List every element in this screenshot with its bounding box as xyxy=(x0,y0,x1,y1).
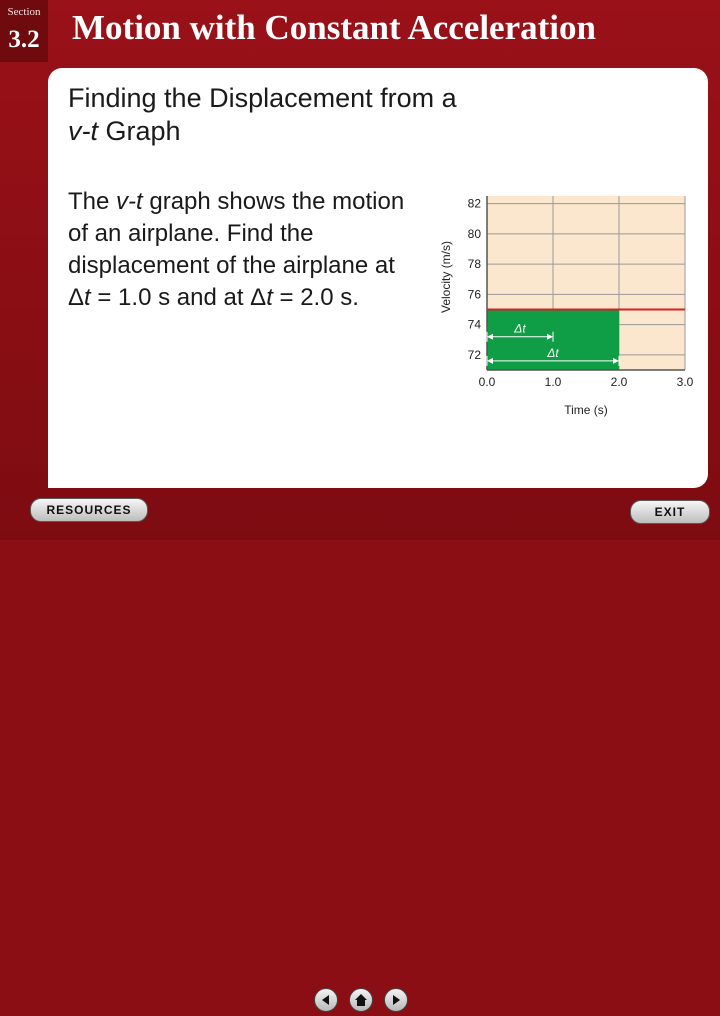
section-number: 3.2 xyxy=(8,26,40,53)
velocity-time-chart xyxy=(430,188,700,418)
page-title: Motion with Constant Acceleration xyxy=(72,8,596,47)
resources-button[interactable]: RESOURCES xyxy=(30,498,148,522)
exit-button[interactable]: EXIT xyxy=(630,500,710,524)
problem-text-part1: The xyxy=(68,188,117,215)
problem-text-t2: t xyxy=(266,284,273,311)
x-tick-label: 1.0 xyxy=(544,375,562,389)
problem-text-part3: = 1.0 s and at Δ xyxy=(90,284,267,311)
section-badge xyxy=(0,0,48,62)
slide-subtitle xyxy=(68,82,628,148)
y-tick-label: 82 xyxy=(467,196,481,211)
left-arrow-icon xyxy=(315,989,337,1011)
x-tick-label: 3.0 xyxy=(676,375,694,389)
y-tick-label: 80 xyxy=(467,226,481,241)
delta-t-2-label: Δt xyxy=(547,345,559,360)
x-tick-label: 2.0 xyxy=(610,375,628,389)
subtitle-vt: v-t xyxy=(68,116,98,146)
y-tick-label: 78 xyxy=(467,257,481,272)
subtitle-line1: Finding the Displacement from a xyxy=(68,83,457,113)
problem-text-t1: t xyxy=(84,284,91,311)
problem-text-part2: graph shows the motion of an airplane. Find the displacement of the airplane at Δ xyxy=(68,188,405,311)
x-axis-label: Time (s) xyxy=(564,403,608,417)
problem-text-vt: v-t xyxy=(116,188,143,215)
y-tick-label: 74 xyxy=(467,317,481,332)
chart-svg xyxy=(430,188,700,418)
problem-text-part4: = 2.0 s. xyxy=(272,284,359,311)
next-button[interactable] xyxy=(384,988,408,1012)
subtitle-graph: Graph xyxy=(98,116,181,146)
footer-bar xyxy=(0,490,720,540)
right-arrow-icon xyxy=(385,989,407,1011)
home-icon xyxy=(350,989,372,1011)
problem-text xyxy=(68,186,418,314)
y-tick-label: 72 xyxy=(467,347,481,362)
y-axis-label: Velocity (m/s) xyxy=(439,240,453,314)
section-label: Section xyxy=(7,6,41,18)
y-tick-label: 76 xyxy=(467,287,481,302)
delta-t-1-label: Δt xyxy=(514,321,526,336)
previous-button[interactable] xyxy=(314,988,338,1012)
home-button[interactable] xyxy=(349,988,373,1012)
x-tick-label: 0.0 xyxy=(478,375,496,389)
